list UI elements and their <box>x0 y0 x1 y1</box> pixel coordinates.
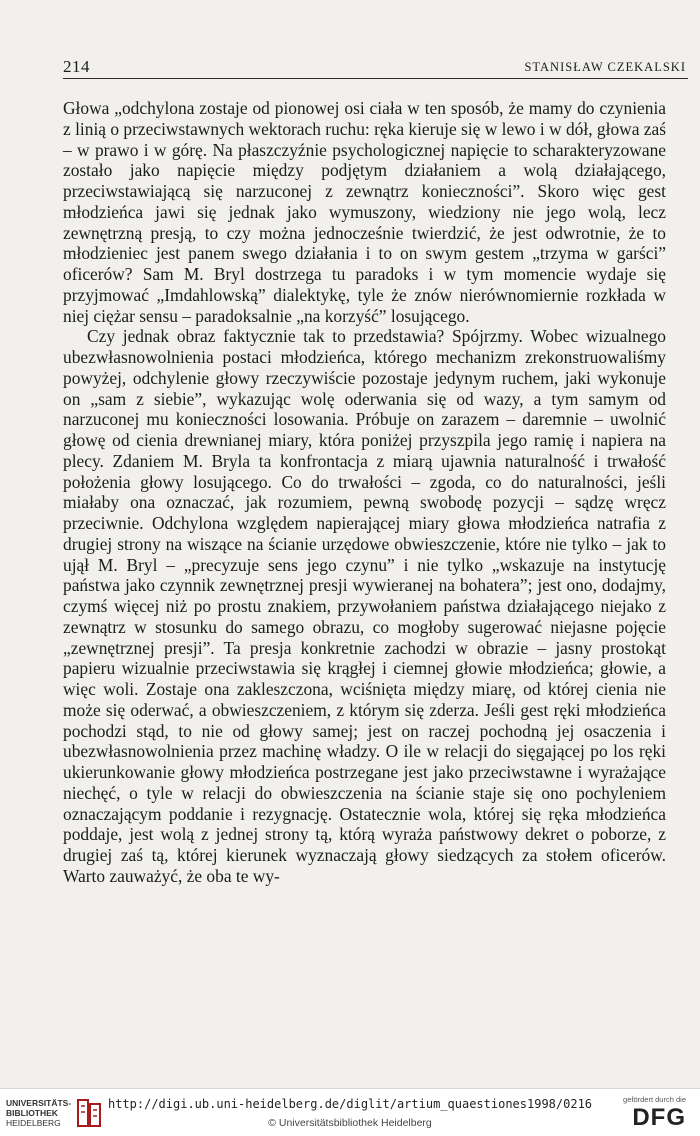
paragraph: Głowa „odchylona zostaje od pionowej osi ciała w ten sposób, że mamy do czynienia z linią o przeciwstawnych wektorach ruchu: ręka kieruje się w lewo i w dół, głowa zaś – w prawo i w górę. Na płaszczyźnie psychologicznej napięcie to scharakteryzowane zostało jako napięcie między podjętym działaniem a wolą działającego, przeciwstawiającą się narzuconej z zewnątrz konieczności”. Skoro więc gest młodzieńca jawi się jednak jako wymuszony, wiedziony nie jego wolą, lecz zewnętrzną presją, to czy można jednocześnie twierdzić, że jest odwrotnie, że to młodzieniec jest panem swego działania i to on swym gestem „trzyma w garści” oficerów? Sam M. Bryl dostrzega tu paradoks i w tym momencie wydaje się przyjmować „Imdahlowską” dialektykę, tyle że znów nierównomiernie rozkłada w niej ciężar sensu – paradoksalnie „na korzyść” losującego. <box>63 98 666 326</box>
library-name: UNIVERSITÄTS- BIBLIOTHEK HEIDELBERG <box>6 1098 72 1128</box>
dfg-logo[interactable]: DFG <box>632 1104 686 1131</box>
header-rule <box>63 78 688 79</box>
copyright-notice: © Universitätsbibliothek Heidelberg <box>268 1117 432 1129</box>
body-text <box>63 98 666 887</box>
viewer-footer <box>0 1088 700 1136</box>
running-head: STANISŁAW CZEKALSKI <box>524 60 686 74</box>
funding-note: gefördert durch die <box>623 1095 686 1104</box>
page-number: 214 <box>63 57 90 76</box>
paragraph: Czy jednak obraz faktycznie tak to przedstawia? Spójrzmy. Wobec wizualnego ubezwłasnowolnienia postaci młodzieńca, którego mechanizm zrekonstruowaliśmy powyżej, odchylenie głowy rzeczywiście pozostaje jedynym ruchem, jaki wykonuje on „sam z siebie”, wykazując wolę oderwania się od wazy, a tym samym od narzuconej mu konieczności losowania. Próbuje on zarazem – daremnie – uwolnić głowę od cienia drewnianej miary, która poniżej przyszpila jego ramię i napiera na plecy. Zdaniem M. Bryla ta konfrontacja z miarą ujawnia naturalność i trwałość położenia głowy losującego. Co do trwałości – zgoda, co do naturalności, jeśli miałaby ona oznaczać, jak rozumiem, pewną swobodę pozycji – sądzę wręcz przeciwnie. Odchylona względem napierającej miary głowa młodzieńca natrafia z drugiej strony na wiszące na ścianie urzędowe obwieszczenie, które nie tylko – jak to ujął M. Bryl – „precyzuje sens jego czynu” i nie tylko „wskazuje na instytucję państwa jako czynnik zewnętrznej presji wywieranej na bohatera”; jest ono, dodajmy, czymś więcej niż po prostu znakiem, przywołaniem państwa działającego niejako z zewnątrz w stosunku do samego obrazu, co mogłoby sugerować niejasne pojęcie „zewnętrznej presji”. Ta presja konkretnie zachodzi w obrazie – jasny prostokąt papieru wizualnie przeciwstawia się krągłej i ciemnej głowie młodzieńca; głowie, a więc woli. Zostaje ona zakleszczona, wciśnięta między miarę, od której cienia nie może się oderwać, a obwieszczeniem, z którym się zderza. Jeśli gest ręki młodzieńca pochodzi stąd, to nie od głowy samej; jest on raczej pochodną jej osaczenia i ubezwłasnowolnienia przez machinę władzy. O ile w relacji do sięgającej po los ręki ukierunkowanie głowy młodzieńca postrzegane jest jako przeciwstawne i wyrażające niechęć, o tyle w relacji do obwieszczenia na ścianie staje się ono pochyleniem oznaczającym poddanie i rezygnację. Ostatecznie wola, której się ręka młodzieńca poddaje, jest wolą z jednej strony tą, którą wyraża państwowy dekret o poborze, z drugiej zaś tą, której kierunek wyznaczają głowy siedzących za stołem oficerów. Warto zauważyć, że oba te wy- <box>63 326 666 886</box>
permalink-url[interactable]: http://digi.ub.uni-heidelberg.de/diglit/artium_quaestiones1998/0216 <box>107 1097 593 1111</box>
